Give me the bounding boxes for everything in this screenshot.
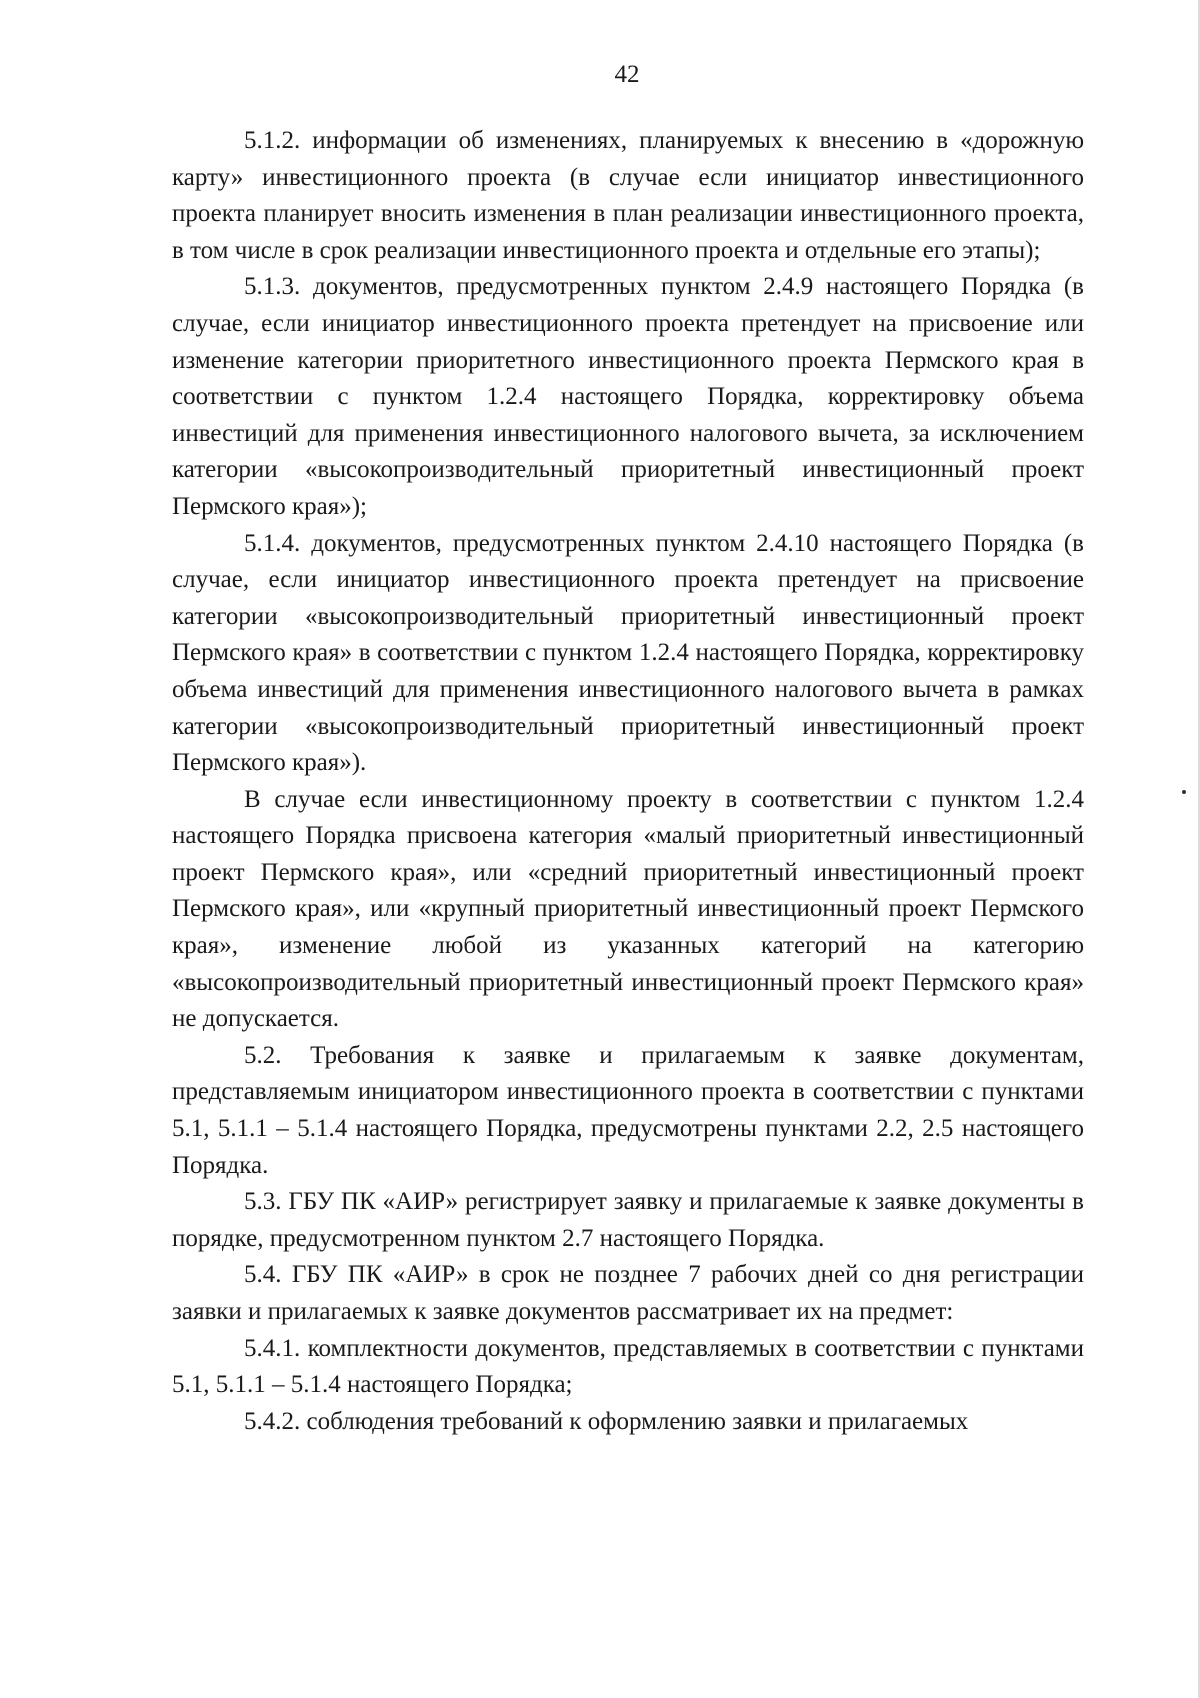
document-body	[172, 123, 1084, 1440]
scan-dot-mark	[1182, 790, 1186, 794]
paragraph-5-4-2: 5.4.2. соблюдения требований к оформлению заявки и прилагаемых	[244, 1407, 969, 1435]
page-number: 42	[614, 61, 640, 88]
paragraph-5-3: 5.3. ГБУ ПК «АИР» регистрирует заявку и прилагаемые к заявке документы в порядке, предусмотренном пунктом 2.7 настоящего Порядка.	[172, 1188, 1084, 1252]
paragraph-5-1-3: 5.1.3. документов, предусмотренных пунктом 2.4.9 настоящего Порядка (в случае, если инициатор инвестиционного проекта претендует на присвоение или изменение категории приоритетного инвестиционного проекта Пермского края в соответствии с пунктом 1.2.4 настоящего Порядка, корректировку объема инвестиций для применения инвестиционного налогового вычета, за исключением категории «высокопроизводительный приоритетный инвестиционный проект Пермского края»);	[172, 273, 1084, 520]
paragraph-category-note: В случае если инвестиционному проекту в соответствии с пунктом 1.2.4 настоящего Порядка присвоена категория «малый приоритетный инвестиционный проект Пермского края», или «средний приоритетный инвестиционный проект Пермского края», или «крупный приоритетный инвестиционный проект Пермского края», изменение любой из указанных категорий на категорию «высокопроизводительный приоритетный инвестиционный проект Пермского края» не допускается.	[172, 785, 1084, 1033]
paragraph-5-4: 5.4. ГБУ ПК «АИР» в срок не позднее 7 рабочих дней со дня регистрации заявки и прилагаемых к заявке документов рассматривает их на предмет:	[172, 1261, 1084, 1325]
paragraph-5-1-2: 5.1.2. информации об изменениях, планируемых к внесению в «дорожную карту» инвестиционного проекта (в случае если инициатор инвестиционного проекта планирует вносить изменения в план реализации инвестиционного проекта, в том числе в срок реализации инвестиционного проекта и отдельные его этапы);	[172, 127, 1084, 264]
paragraph-5-2: 5.2. Требования к заявке и прилагаемым к заявке документам, представляемым инициатором инвестиционного проекта в соответствии с пунктами 5.1, 5.1.1 – 5.1.4 настоящего Порядка, предусмотрены пунктами 2.2, 2.5 настоящего Порядка.	[172, 1041, 1084, 1179]
paragraph-5-4-1: 5.4.1. комплектности документов, представляемых в соответствии с пунктами 5.1, 5.1.1 – 5.1.4 настоящего Порядка;	[172, 1334, 1084, 1399]
paragraph-5-1-4: 5.1.4. документов, предусмотренных пунктом 2.4.10 настоящего Порядка (в случае, если инициатор инвестиционного проекта претендует на присвоение категории «высокопроизводительный приоритетный инвестиционный проект Пермского края» в соответствии с пунктом 1.2.4 настоящего Порядка, корректировку объема инвестиций для применения инвестиционного налогового вычета в рамках категории «высокопроизводительный приоритетный инвестиционный проект Пермского края»).	[172, 529, 1084, 777]
